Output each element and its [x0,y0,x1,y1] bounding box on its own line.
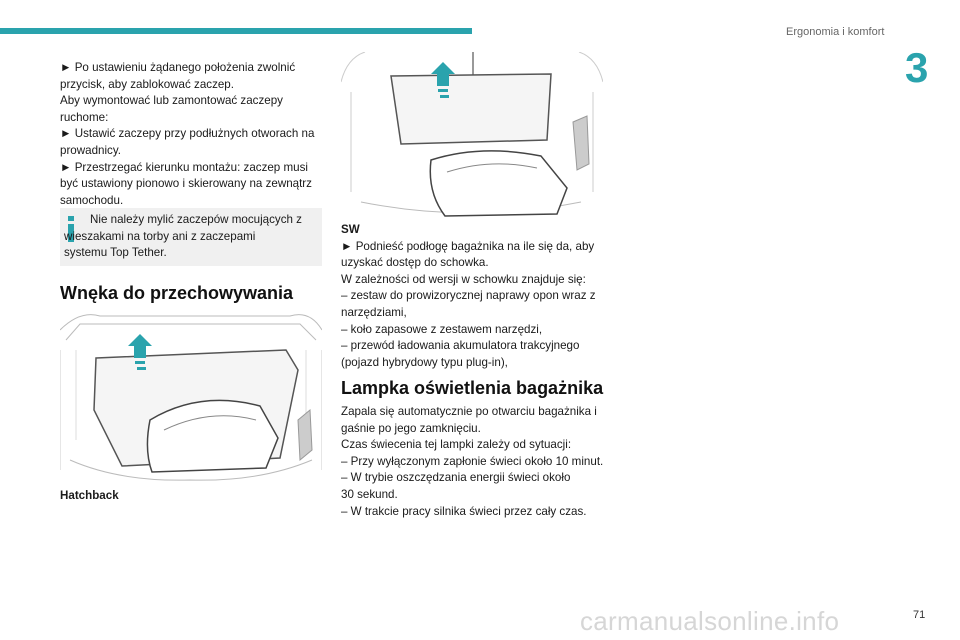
caption-sw: SW [341,223,360,236]
info-box [60,208,322,266]
chapter-title: Ergonomia i komfort [786,26,885,38]
text-line: gaśnie po jego zamknięciu. [341,421,481,435]
watermark: carmanualsonline.info [580,606,840,636]
column-right-text [341,222,611,371]
section-heading-trunk-light: Lampka oświetlenia bagażnika [341,378,604,398]
text-line: narzędziami, [341,305,407,319]
hatchback-trunk-illustration [60,310,322,482]
column-right-text-lamp [341,404,611,520]
text-line: uzyskać dostęp do schowka. [341,256,489,270]
info-line: wieszakami na torby ani z zaczepami [64,229,256,243]
text-line: – koło zapasowe z zestawem narzędzi, [341,322,543,336]
info-text [64,212,316,262]
caption-hatchback: Hatchback [60,489,119,502]
text-line: być ustawiony pionowo i skierowany na zewnątrz [60,177,312,191]
text-line: – Przy wyłączonym zapłonie świeci około 10 minut. [341,454,604,468]
text-line: (pojazd hybrydowy typu plug-in), [341,355,508,369]
info-line: Nie należy mylić zaczepów mocujących z [90,213,302,226]
column-left-text [60,60,322,209]
text-line: prowadnicy. [60,143,122,157]
text-line: ruchome: [60,110,109,124]
text-line: – W trakcie pracy silnika świeci przez cały czas. [341,504,587,518]
chapter-number: 3 [905,44,929,91]
text-line: Aby wymontować lub zamontować zaczepy [60,94,283,108]
text-line: – zestaw do prowizorycznej naprawy opon wraz z [341,289,596,303]
sw-trunk-illustration [341,52,603,220]
text-line: W zależności od wersji w schowku znajduje się: [341,272,586,286]
text-line: Zapala się automatycznie po otwarciu bagażnika i [341,405,597,418]
info-line: systemu Top Tether. [64,246,167,260]
page-number: 71 [913,609,926,621]
text-line: ► Podnieść podłogę bagażnika na ile się da, aby [341,239,595,253]
text-line: – W trybie oszczędzania energii świeci około [341,471,571,485]
text-line: – przewód ładowania akumulatora trakcyjnego [341,339,580,353]
text-line: przycisk, aby zablokować zaczep. [60,77,234,91]
text-line: ► Po ustawieniu żądanego położenia zwolnić [60,61,296,74]
chapter-accent-bar [0,28,472,34]
text-line: ► Ustawić zaczepy przy podłużnych otworach na [60,127,315,141]
section-heading-storage: Wnęka do przechowywania [60,283,294,303]
text-line: samochodu. [60,193,124,207]
text-line: 30 sekund. [341,487,398,501]
text-line: ► Przestrzegać kierunku montażu: zaczep musi [60,160,308,174]
text-line: Czas świecenia tej lampki zależy od sytuacji: [341,438,572,452]
